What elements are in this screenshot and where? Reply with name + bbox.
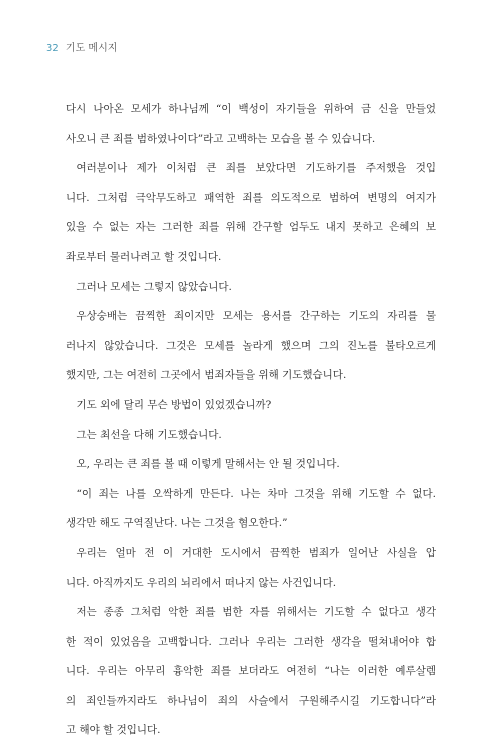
text-line: 니다. 그처럼 극악무도하고 패역한 죄를 의도적으로 범하여 변명의 여지가 <box>66 191 436 204</box>
text-line: 저는 종종 그처럼 악한 죄를 범한 자를 위해서는 기도할 수 없다고 생각 <box>76 606 436 619</box>
text-line: 사오니 큰 죄를 범하였나이다”라고 고백하는 모습을 볼 수 있습니다. <box>66 132 376 145</box>
text-line: 그러나 모세는 그렇지 않았습니다. <box>76 280 232 293</box>
text-line: 한 적이 있었음을 고백합니다. 그러나 우리는 그러한 생각을 떨쳐내어야 합 <box>66 635 436 648</box>
text-line: 했지만, 그는 여전히 그곳에서 범죄자들을 위해 기도했습니다. <box>66 369 347 382</box>
text-line: 니다. 우리는 아무리 흉악한 죄를 보더라도 여전히 “나는 이러한 예루살렘 <box>66 665 436 678</box>
text-line: 우상숭배는 끔찍한 죄이지만 모세는 용서를 간구하는 기도의 자리를 물 <box>76 310 436 323</box>
text-line: 기도 외에 달리 무슨 방법이 있었겠습니까? <box>76 398 272 411</box>
page-number: 32 <box>46 43 59 54</box>
body-text <box>66 95 436 746</box>
text-line: 생각만 해도 구역질난다. 나는 그것을 혐오한다.” <box>66 517 288 530</box>
text-line: 여러분이나 제가 이처럼 큰 죄를 보았다면 기도하기를 주저했을 것입 <box>76 162 436 175</box>
text-line: 다시 나아온 모세가 하나님께 “이 백성이 자기들을 위하여 금 신을 만들었 <box>66 103 436 115</box>
text-line: 우리는 얼마 전 이 거대한 도시에서 끔찍한 범죄가 일어난 사실을 압 <box>76 546 436 559</box>
text-line: 고 해야 할 것입니다. <box>66 724 161 737</box>
text-line: 의 죄인들까지라도 하나님이 죄의 사슬에서 구원해주시길 기도합니다”라 <box>66 694 436 707</box>
text-line: 니다. 아직까지도 우리의 뇌리에서 떠나지 않는 사건입니다. <box>66 576 337 589</box>
text-line: “이 죄는 나를 오싹하게 만든다. 나는 차마 그것을 위해 기도할 수 없다. <box>76 487 436 500</box>
header-title: 기도 메시지 <box>65 43 118 54</box>
running-header <box>46 43 117 55</box>
text-line: 그는 최선을 다해 기도했습니다. <box>76 428 222 441</box>
text-line: 러나지 않았습니다. 그것은 모세를 놀라게 했으며 그의 진노를 불타오르게 <box>66 339 436 352</box>
text-line: 오, 우리는 큰 죄를 볼 때 이렇게 말해서는 안 될 것입니다. <box>76 458 340 471</box>
text-line: 좌로부터 물러나려고 할 것입니다. <box>66 250 222 263</box>
text-line: 있을 수 없는 자는 그러한 죄를 위해 간구할 엄두도 내지 못하고 은혜의 보 <box>66 221 436 234</box>
